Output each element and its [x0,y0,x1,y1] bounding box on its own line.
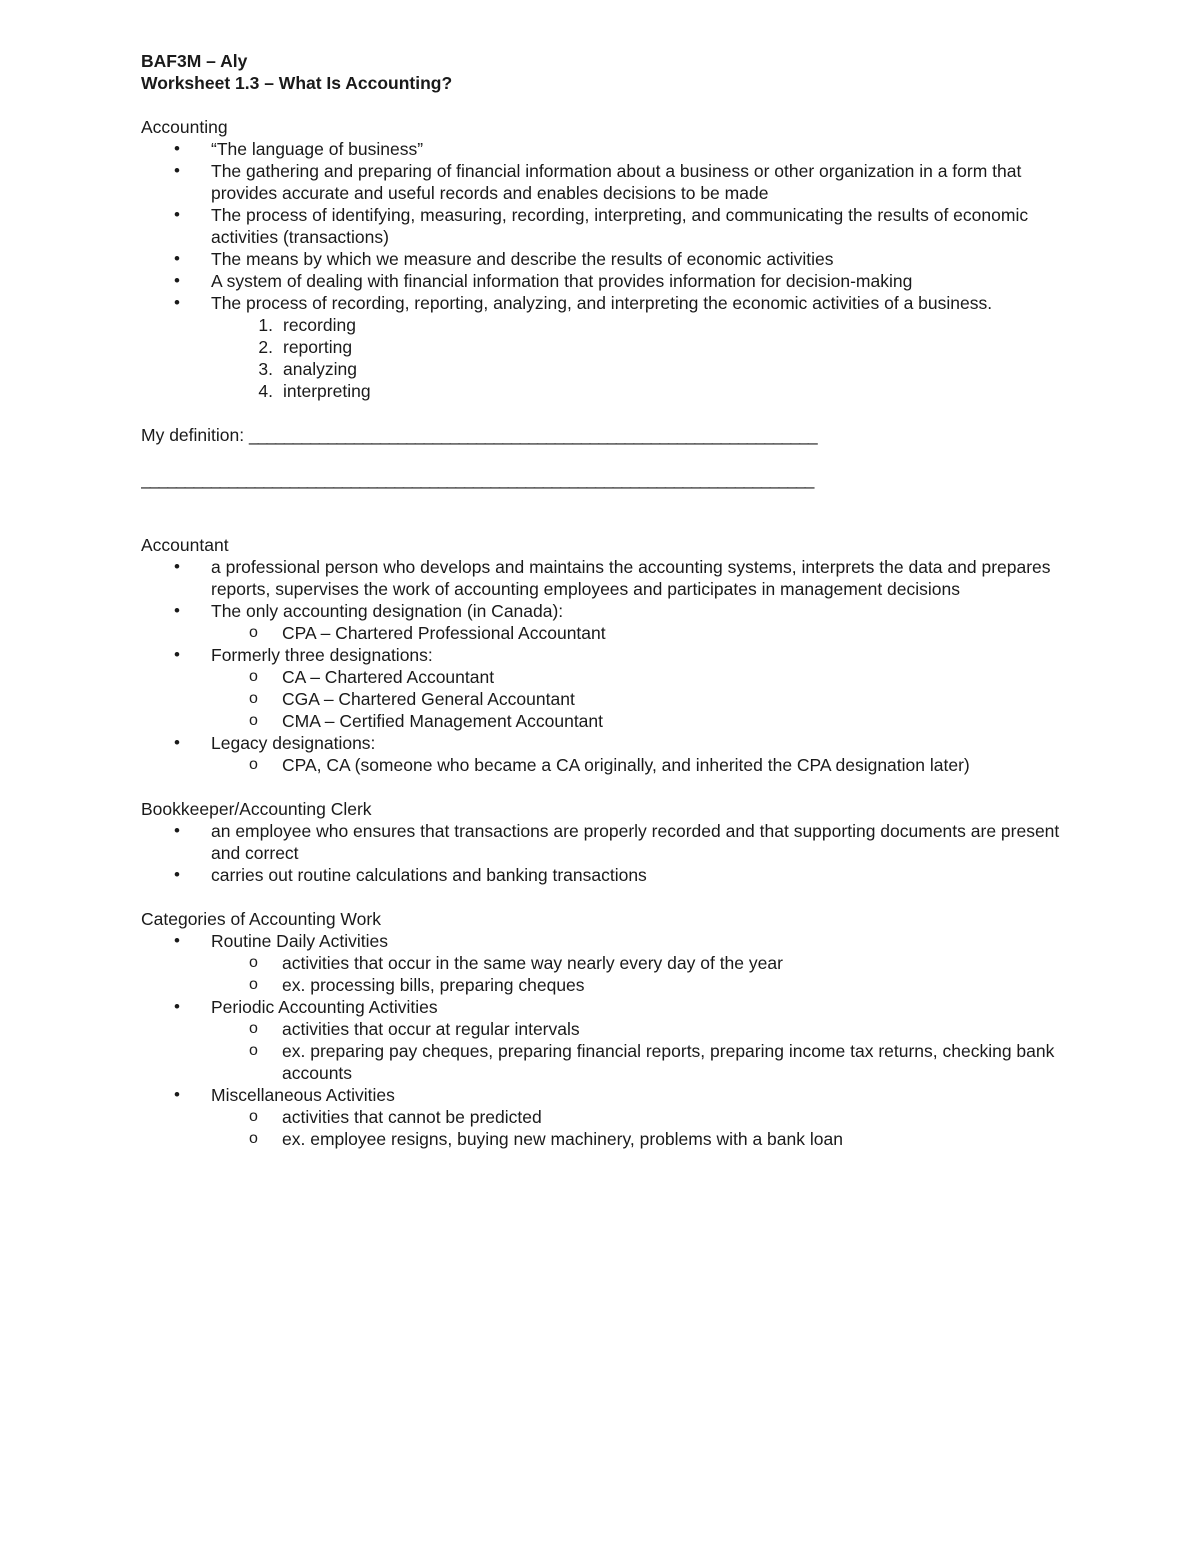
list-item [141,710,1071,732]
accountant-section [141,534,1071,776]
sub-list [211,952,1071,996]
sub-list [211,1018,1071,1084]
list-item [141,1128,1071,1150]
list-item: • “The language of business” [141,138,1071,160]
list-item-text: Routine Daily Activities [211,931,389,951]
list-item [141,666,1071,688]
sub-bullet-marker: o [249,668,258,685]
sub-bullet-marker: o [249,1042,258,1059]
categories-heading: Categories of Accounting Work [141,909,381,929]
list-item: • The process of identifying, measuring, recording, interpreting, and communicating the results of economic activities (transactions) [141,204,1071,248]
course-title: BAF3M – Aly [141,51,248,71]
definition-line-2 [141,468,1071,490]
list-item-text: Miscellaneous Activities [211,1085,395,1105]
sub-item-text: CMA – Certified Management Accountant [282,711,604,731]
list-item-text: The only accounting designation (in Canada): [211,601,564,621]
definition-blank[interactable]: _____________________________________________________________________________ [141,469,814,489]
list-item [141,974,1071,996]
list-item-text: Periodic Accounting Activities [211,997,438,1017]
sub-bullet-marker: o [249,976,258,993]
step-text: recording [283,315,356,335]
step-number: 1. [258,315,273,335]
list-item [141,1018,1071,1040]
list-item [141,952,1071,974]
list-item-text: Formerly three designations: [211,645,433,665]
accountant-bullets [141,556,1071,776]
sub-item-text: CPA, CA (someone who became a CA originally, and inherited the CPA designation later) [282,755,970,775]
definition-section [141,424,1071,490]
sub-item-text: CGA – Chartered General Accountant [282,689,575,709]
sub-bullet-marker: o [249,954,258,971]
list-item [141,732,1071,776]
step-text: reporting [283,337,353,357]
list-item [212,314,1071,336]
step-text: interpreting [283,381,371,401]
sub-list [211,622,1071,644]
accountant-heading: Accountant [141,535,229,555]
sub-item-text: activities that occur at regular intervals [282,1019,580,1039]
step-number: 3. [258,359,273,379]
list-item-text: Legacy designations: [211,733,376,753]
categories-bullets [141,930,1071,1150]
accounting-bullets [141,138,1071,314]
accounting-section [141,116,1071,402]
list-item: • an employee who ensures that transactions are properly recorded and that supporting documents are present and correct [141,820,1071,864]
sub-bullet-marker: o [249,690,258,707]
sub-bullet-marker: o [249,624,258,641]
list-item [141,644,1071,732]
worksheet-title: Worksheet 1.3 – What Is Accounting? [141,73,453,93]
sub-bullet-marker: o [249,1108,258,1125]
worksheet-page [141,50,1071,1150]
list-item: • a professional person who develops and maintains the accounting systems, interprets the data and prepares reports, supervises the work of accounting employees and participates in management decisions [141,556,1071,600]
sub-item-text: CA – Chartered Accountant [282,667,495,687]
bookkeeper-bullets [141,820,1071,886]
accounting-steps [212,314,1071,402]
list-item: • The process of recording, reporting, analyzing, and interpreting the economic activities of a business. [141,292,1071,314]
sub-item-text: CPA – Chartered Professional Accountant [282,623,606,643]
list-item [141,1040,1071,1084]
sub-bullet-marker: o [249,1130,258,1147]
sub-bullet-marker: o [249,1020,258,1037]
sub-item-text: ex. processing bills, preparing cheques [282,975,585,995]
list-item [141,600,1071,644]
accounting-heading: Accounting [141,117,228,137]
sub-list [211,1106,1071,1150]
definition-blank[interactable]: _________________________________________________________________ [248,425,817,445]
list-item: • carries out routine calculations and banking transactions [141,864,1071,886]
sub-list [211,754,1071,776]
list-item: • A system of dealing with financial information that provides information for decision-making [141,270,1071,292]
step-number: 2. [258,337,273,357]
list-item [141,1084,1071,1150]
step-number: 4. [258,381,273,401]
list-item [141,754,1071,776]
list-item [141,1106,1071,1128]
sub-item-text: ex. preparing pay cheques, preparing financial reports, preparing income tax returns, checking bank accounts [282,1041,1055,1083]
list-item [212,358,1071,380]
definition-label: My definition: [141,425,245,445]
bookkeeper-heading: Bookkeeper/Accounting Clerk [141,799,372,819]
list-item [141,622,1071,644]
definition-line [141,424,1071,446]
categories-section [141,908,1071,1150]
list-item: • The gathering and preparing of financial information about a business or other organization in a form that provides accurate and useful records and enables decisions to be made [141,160,1071,204]
list-item [141,996,1071,1084]
sub-item-text: activities that cannot be predicted [282,1107,542,1127]
list-item [141,688,1071,710]
sub-bullet-marker: o [249,756,258,773]
list-item [212,380,1071,402]
sub-bullet-marker: o [249,712,258,729]
list-item [141,930,1071,996]
sub-item-text: activities that occur in the same way nearly every day of the year [282,953,783,973]
step-text: analyzing [283,359,357,379]
sub-list [211,666,1071,732]
list-item [212,336,1071,358]
sub-item-text: ex. employee resigns, buying new machinery, problems with a bank loan [282,1129,843,1149]
bookkeeper-section [141,798,1071,886]
list-item: • The means by which we measure and describe the results of economic activities [141,248,1071,270]
